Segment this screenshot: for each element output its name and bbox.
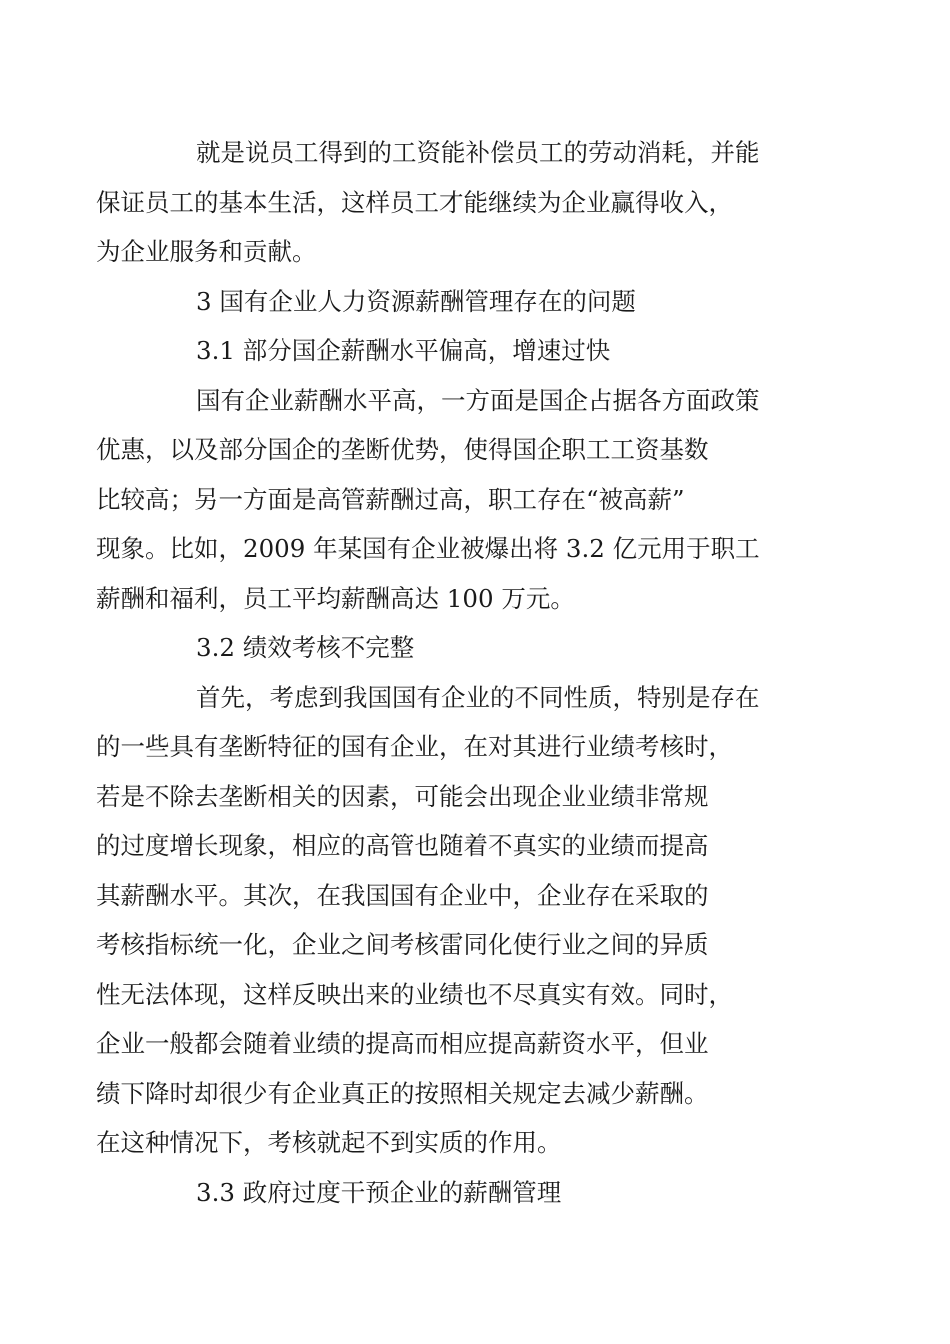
text-line: 现象。比如，2009 年某国有企业被爆出将 3.2 亿元用于职工 <box>96 534 760 563</box>
paragraph-high-salary <box>96 376 810 624</box>
text-line: 薪酬和福利，员工平均薪酬高达 100 万元。 <box>96 583 575 613</box>
text-line: 保证员工的基本生活，这样员工才能继续为企业赢得收入， <box>96 187 733 217</box>
document-page <box>96 128 810 1217</box>
text-line: 企业一般都会随着业绩的提高而相应提高薪资水平，但业 <box>96 1029 709 1058</box>
text-line: 性无法体现，这样反映出来的业绩也不尽真实有效。同时， <box>96 979 733 1009</box>
text-line: 在这种情况下，考核就起不到实质的作用。 <box>96 1128 562 1157</box>
text-line: 的一些具有垄断特征的国有企业，在对其进行业绩考核时， <box>96 732 733 761</box>
text-line: 若是不除去垄断相关的因素，可能会出现企业业绩非常规 <box>96 781 709 811</box>
section-heading-3-1: 3.1 部分国企薪酬水平偏高，增速过快 <box>196 336 611 365</box>
section-heading-3-2: 3.2 绩效考核不完整 <box>196 633 415 662</box>
text-line: 考核指标统一化，企业之间考核雷同化使行业之间的异质 <box>96 930 709 959</box>
paragraph-performance-evaluation <box>96 673 810 1168</box>
text-line: 绩下降时却很少有企业真正的按照相关规定去减少薪酬。 <box>96 1078 709 1108</box>
text-line: 其薪酬水平。其次，在我国国有企业中，企业存在采取的 <box>96 880 709 910</box>
text-line: 的过度增长现象，相应的高管也随着不真实的业绩而提高 <box>96 831 709 860</box>
text-line: 优惠，以及部分国企的垄断优势，使得国企职工工资基数 <box>96 435 709 464</box>
text-line: 比较高；另一方面是高管薪酬过高，职工存在“被高薪” <box>96 484 685 514</box>
text-line: 首先，考虑到我国国有企业的不同性质，特别是存在 <box>196 682 760 712</box>
text-line: 就是说员工得到的工资能补偿员工的劳动消耗，并能 <box>196 138 760 167</box>
text-line: 为企业服务和贡献。 <box>96 237 317 266</box>
section-heading-3-3: 3.3 政府过度干预企业的薪酬管理 <box>196 1177 562 1207</box>
paragraph-wage-compensation <box>96 128 810 277</box>
text-line: 国有企业薪酬水平高，一方面是国企占据各方面政策 <box>196 385 760 415</box>
section-heading-3: 3 国有企业人力资源薪酬管理存在的问题 <box>196 286 636 316</box>
